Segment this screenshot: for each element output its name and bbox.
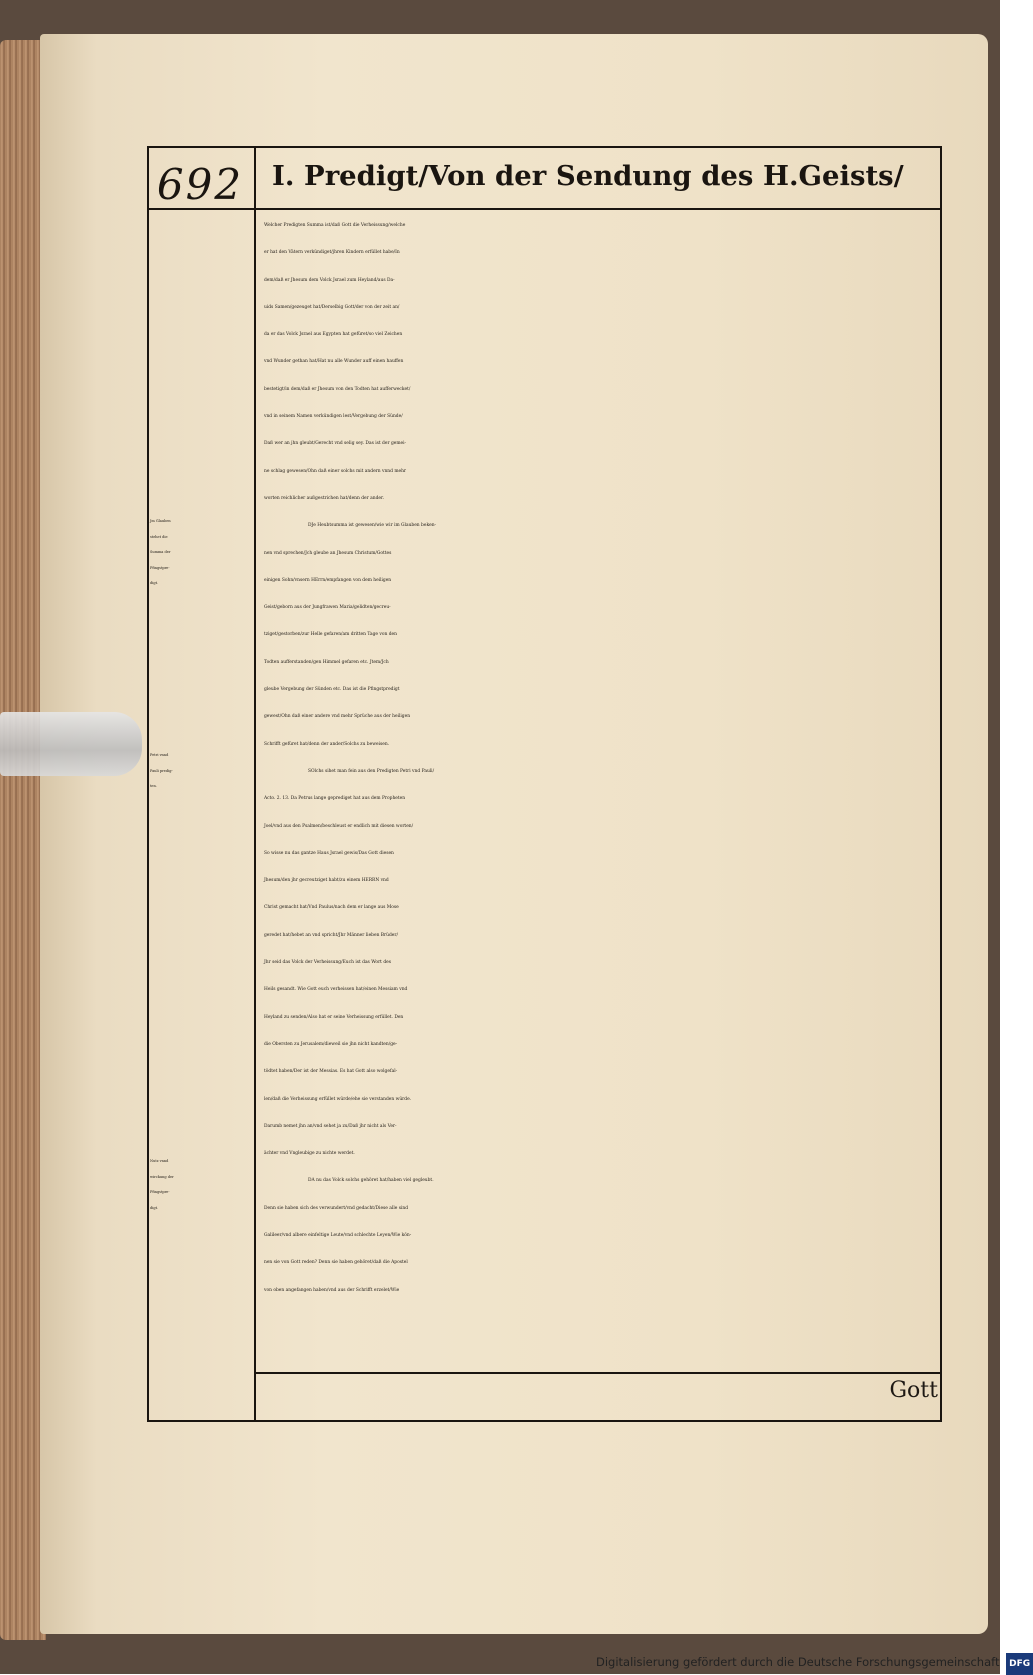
margin-column-rule bbox=[254, 146, 256, 1420]
body-line: SOlchs sihet man fein aus den Predigten Petri vnd Pauli/ bbox=[308, 768, 435, 774]
page-number: 692 bbox=[156, 160, 244, 209]
margin-note-line: Pauli predig- bbox=[150, 768, 173, 773]
body-line: Daß wer an jhn gleubt/Gerecht vnd selig sey. Das ist der gemei- bbox=[264, 441, 407, 447]
margin-note-line: Petri vnnd bbox=[150, 753, 169, 757]
footer-credit-text: Digitalisierung gefördert durch die Deutsche Forschungsgemeinschaft bbox=[596, 1655, 1000, 1669]
margin-note-petri-pauli bbox=[150, 748, 254, 795]
margin-note-glauben bbox=[150, 514, 254, 592]
margin-note-line: digt. bbox=[150, 581, 159, 586]
body-line: ne schlag gewesen/Ohn daß einer solchs mit andern vnnd mehr bbox=[264, 468, 407, 474]
body-line: ächter vnd Vngleubige zu nichte werdet. bbox=[264, 1151, 355, 1157]
body-line: Welcher Predigten Summa ist/daß Gott die Verheissung/welche bbox=[264, 223, 406, 228]
body-line: gleube Vergebung der Sünden etc. Das ist die Pfingstpredigt bbox=[264, 687, 400, 693]
body-line: gewest/Ohn daß einer andere vnd mehr Sprüche aus der heiligen bbox=[264, 714, 411, 720]
body-line: Heyland zu senden/Also hat er seine Verheissung erfüllet. Den bbox=[264, 1014, 404, 1020]
margin-note-line: Pfingstpre- bbox=[150, 1190, 170, 1195]
margin-note-line: stehet die bbox=[150, 534, 168, 539]
body-line: er hat den Vätern verkündiget/jhren Kindern erfüllet habe/In bbox=[264, 250, 400, 256]
body-line: von oben angefangen haben/vnd aus der Schrifft erzelet/Wie bbox=[264, 1287, 400, 1293]
margin-note-line: Jm Glauben bbox=[150, 519, 171, 523]
body-line: Denn sie haben sich des verwundert/vnd gedacht/Diese alle sind bbox=[264, 1205, 409, 1211]
footer-credit bbox=[596, 1652, 1031, 1672]
body-line: tödtet haben/Der ist der Messias. Es hat Gott also wolgefal- bbox=[264, 1069, 398, 1075]
body-line: Christ gemacht hat/Vnd Paulus/nach dem er lange aus Mose bbox=[264, 905, 399, 911]
body-line: worten reichlicher außgestrichen hat/denn der ander. bbox=[264, 495, 384, 501]
body-line: da er das Volck Jsrael aus Egypten hat gefüret/so viel Zeichen bbox=[264, 332, 403, 338]
body-text bbox=[264, 212, 936, 1304]
body-line: Geist/geborn aus der Jungfrawen Maria/gelidten/gecreu- bbox=[264, 605, 391, 611]
margin-note-line: Summa der bbox=[150, 550, 171, 555]
body-line: len/daß die Verheissung erfüllet würde/ehe sie verstanden würde. bbox=[264, 1096, 412, 1102]
body-line: DJe Heubtsumma ist gewesen/wie wir im Glauben beken- bbox=[308, 523, 437, 529]
body-line: Darumb nemet jhn an/vnd sehet ja zu/Daß jhr nicht als Ver- bbox=[264, 1123, 397, 1129]
margin-note-line: Pfingstpre- bbox=[150, 565, 170, 570]
margin-note-nutz bbox=[150, 1154, 254, 1216]
body-line: vnd Wunder gethan hat/Hat nu alle Wunder auff einen hauffen bbox=[264, 359, 404, 365]
body-line: Galileer/vnd albere einfeltige Leute/vnd schlechte Leyen/Wie kön- bbox=[264, 1232, 412, 1238]
body-line: Acto. 2. 13. Da Petrus lange geprediget hat aus dem Propheten bbox=[264, 796, 406, 802]
body-line: geredet hat/hebet an vnd spricht/Jhr Männer lieben Brüder/ bbox=[264, 932, 398, 938]
body-line: nen sie von Gott reden? Denn sie haben gehöret/daß die Apostel bbox=[264, 1260, 408, 1266]
body-line: So wisse nu das gantze Haus Jsrael gewis/Das Gott diesen bbox=[264, 850, 394, 856]
body-line: dem/daß er Jhesum dem Volck Jsrael zum Heyland/aus Da- bbox=[264, 277, 395, 283]
body-line: Heils gesandt. Wie Gott euch verheissen hat/einen Messiam vnd bbox=[264, 987, 408, 993]
body-line: vnd in seinem Namen verkündigen lest/Vergebung der Sünde/ bbox=[264, 414, 403, 420]
body-line: Joel/vnd aus den Psalmen/beschleust er endlich mit diesen worten/ bbox=[264, 823, 414, 829]
footer-rule bbox=[254, 1372, 940, 1374]
body-line: Jhr seid das Volck der Verheissung/Euch ist das Wort des bbox=[264, 960, 391, 966]
dfg-logo: DFG bbox=[1006, 1653, 1033, 1675]
margin-note-line: wirckung der bbox=[150, 1174, 174, 1179]
body-line: DA nu das Volck solchs gehöret hat/haben viel gegleubt. bbox=[308, 1178, 434, 1184]
body-line: uids Samen/gezeuget hat/Derselbig Gott/der von der zeit an/ bbox=[264, 304, 400, 310]
body-line: tziget/gestorben/zur Helle gefaren/am dritten Tage von den bbox=[264, 632, 397, 638]
margin-note-line: ten. bbox=[150, 784, 157, 789]
body-line: Jhesum/den jhr gecreutziget habt/zu einem HERRN vnd bbox=[264, 878, 389, 884]
margin-note-line: Nutz vnnd bbox=[150, 1159, 169, 1163]
running-title: I. Predigt/Von der Sendung des H.Geists/ bbox=[272, 160, 904, 192]
body-line: die Obersten zu Jerusalem/dieweil sie jhn nicht kandten/ge- bbox=[264, 1041, 398, 1047]
body-line: Todten aufferstanden/gen Himmel gefaren etc. Jtem/Jch bbox=[264, 659, 389, 665]
margin-note-line: digt. bbox=[150, 1205, 159, 1210]
catchword: Gott bbox=[889, 1378, 938, 1403]
body-line: nen vnd sprechen/Jch gleube an Jhesum Christum/Gottes bbox=[264, 550, 392, 556]
page-clip bbox=[0, 712, 142, 776]
body-line: einigen Sohn/vnsern HErrn/empfangen von dem heiligen bbox=[264, 577, 392, 583]
body-line: Schrifft gefüret hat/denn der ander/Solchs zu beweisen. bbox=[264, 741, 390, 747]
body-line: bestetigt/in dem/daß er Jhesum von den Todten hat aufferwecket/ bbox=[264, 386, 411, 392]
header-rule bbox=[147, 208, 942, 210]
